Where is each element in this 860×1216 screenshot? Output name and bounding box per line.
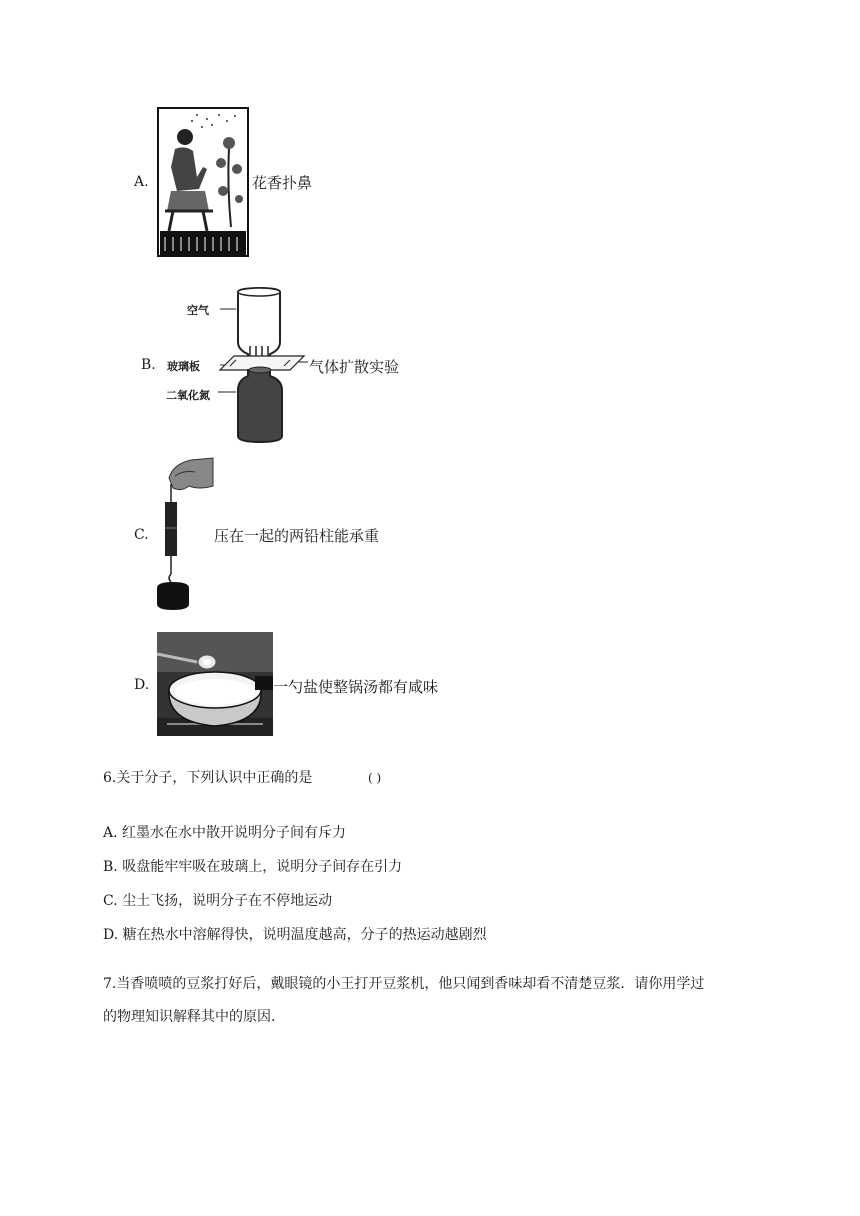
question-7-line-2: 的物理知识解释其中的原因． <box>103 1009 285 1025</box>
option-b-caption: 气体扩散实验 <box>309 358 400 376</box>
option-d-letter: D. <box>134 677 150 693</box>
option-a-figure <box>157 107 249 257</box>
label-glass-plate: 玻璃板 <box>167 360 200 373</box>
option-a-letter: A. <box>134 174 149 190</box>
label-nitrogen-dioxide: 二氧化氮 <box>166 389 210 402</box>
option-d-caption: 一勺盐使整锅汤都有咸味 <box>273 678 439 696</box>
option-b-letter: B. <box>141 357 156 373</box>
question-6-choice-d: D. 糖在热水中溶解得快，说明温度越高，分子的热运动越剧烈 <box>103 927 487 943</box>
question-6-stem: 6.关于分子，下列认识中正确的是 <box>103 770 313 786</box>
option-c-caption: 压在一起的两铅柱能承重 <box>214 527 380 545</box>
label-air: 空气 <box>187 304 209 317</box>
question-6-choice-a: A. 红墨水在水中散开说明分子间有斥力 <box>103 825 347 841</box>
question-6-answer-bracket: ( ) <box>368 771 382 785</box>
option-d-figure <box>157 632 273 736</box>
option-b-figure <box>204 284 310 444</box>
option-c-figure <box>155 456 217 612</box>
question-7-line-1: 7.当香喷喷的豆浆打好后，戴眼镜的小王打开豆浆机，他只闻到香味却看不清楚豆浆．请你用学过 <box>103 976 705 992</box>
option-c-letter: C. <box>134 527 149 543</box>
question-6-choice-c: C. 尘土飞扬，说明分子在不停地运动 <box>103 893 333 909</box>
option-a-caption: 花香扑鼻 <box>252 174 313 192</box>
question-6-choice-b: B. 吸盘能牢牢吸在玻璃上，说明分子间存在引力 <box>103 859 403 875</box>
